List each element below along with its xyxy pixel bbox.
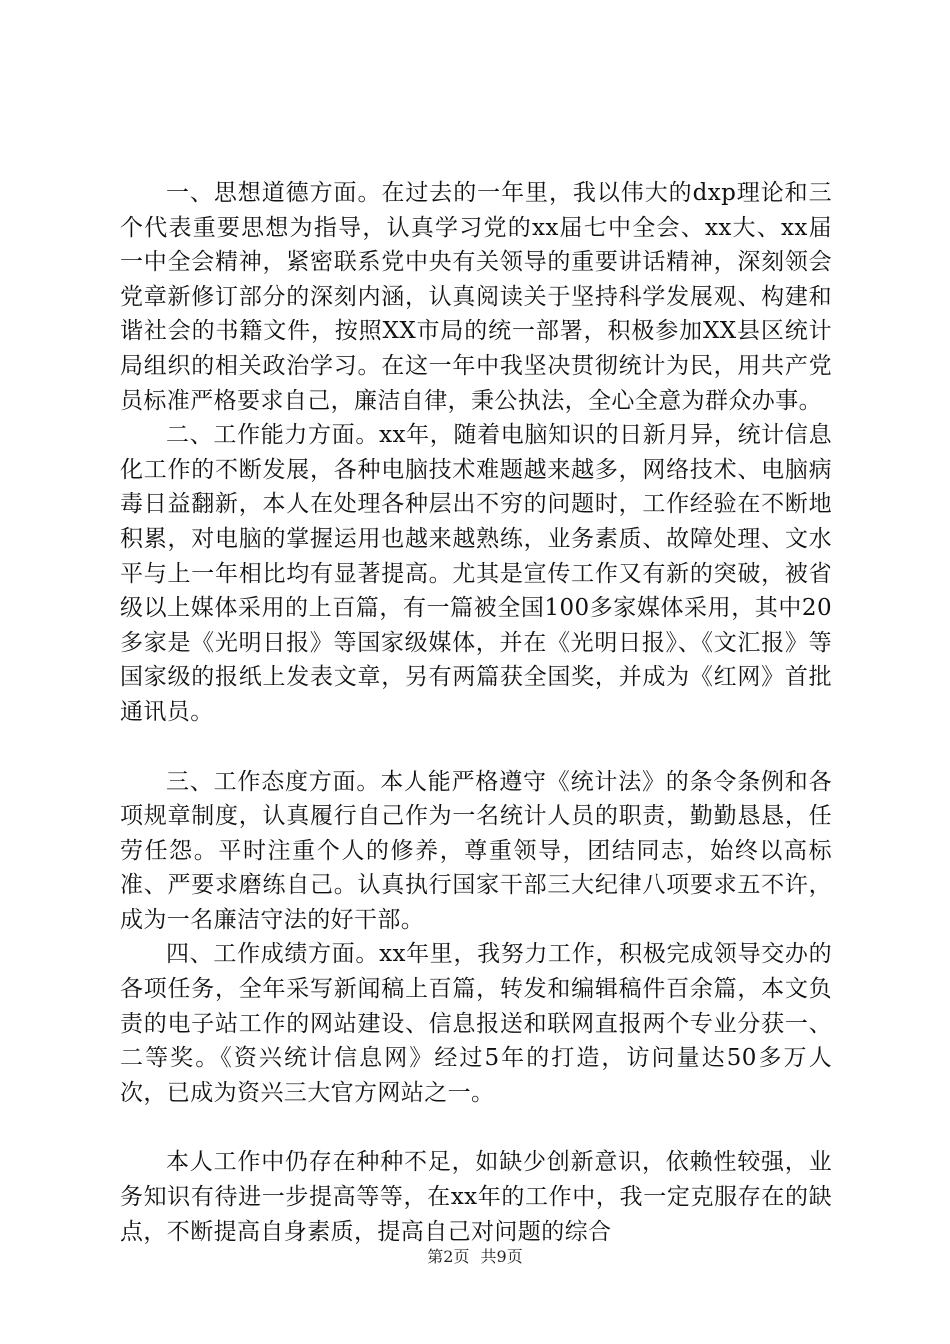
paragraph-attitude: 三、工作态度方面。本人能严格遵守《统计法》的条令条例和各项规章制度，认真履行自己作为一名统计人员的职责，勤勤恳恳，任劳任怨。平时注重个人的修养，尊重领导，团结同志，始终以高标准、严要求磨练自己。认真执行国家干部三大纪律八项要求五不许，成为一名廉洁守法的好干部。 xyxy=(120,768,832,933)
paragraph-gap xyxy=(120,730,832,765)
paragraph-shortcomings: 本人工作中仍存在种种不足，如缺少创新意识，依赖性较强，业务知识有待进一步提高等等，在xx年的工作中，我一定克服存在的缺点，不断提高自身素质，提高自己对问题的综合 xyxy=(120,1149,832,1245)
page-footer xyxy=(0,1244,950,1267)
paragraph-achievement: 四、工作成绩方面。xx年里，我努力工作，积极完成领导交办的各项任务，全年采写新闻稿上百篇，转发和编辑稿件百余篇，本文负责的电子站工作的网站建设、信息报送和联网直报两个专业分获一、二等奖。《资兴统计信息网》经过5年的打造，访问量达50多万人次，已成为资兴三大官方网站之一。 xyxy=(120,941,832,1106)
page-total: 共9页 xyxy=(480,1247,523,1266)
paragraph-ideology: 一、思想道德方面。在过去的一年里，我以伟大的dxp理论和三个代表重要思想为指导，认真学习党的xx届七中全会、xx大、xx届一中全会精神，紧密联系党中央有关领导的重要讲话精神，深刻领会党章新修订部分的深刻内涵，认真阅读关于坚持科学发展观、构建和谐社会的书籍文件，按照XX市局的统一部署，积极参加XX县区统计局组织的相关政治学习。在这一年中我坚决贯彻统计为民，用共产党员标准严格要求自己，廉洁自律，秉公执法，全心全意为群众办事。 xyxy=(120,180,832,414)
page-number: 第2页 xyxy=(427,1247,470,1266)
paragraph-gap xyxy=(120,1110,832,1145)
paragraph-ability: 二、工作能力方面。xx年，随着电脑知识的日新月异，统计信息化工作的不断发展，各种电脑技术难题越来越多，网络技术、电脑病毒日益翻新，本人在处理各种层出不穷的问题时，工作经验在不断地积累，对电脑的掌握运用也越来越熟练，业务素质、故障处理、文水平与上一年相比均有显著提高。尤其是宣传工作又有新的突破，被省级以上媒体采用的上百篇，有一篇被全国100多家媒体采用，其中20多家是《光明日报》等国家级媒体，并在《光明日报》、《文汇报》等国家级的报纸上发表文章，另有两篇获全国奖，并成为《红网》首批通讯员。 xyxy=(120,422,832,725)
document-body xyxy=(120,176,832,1249)
